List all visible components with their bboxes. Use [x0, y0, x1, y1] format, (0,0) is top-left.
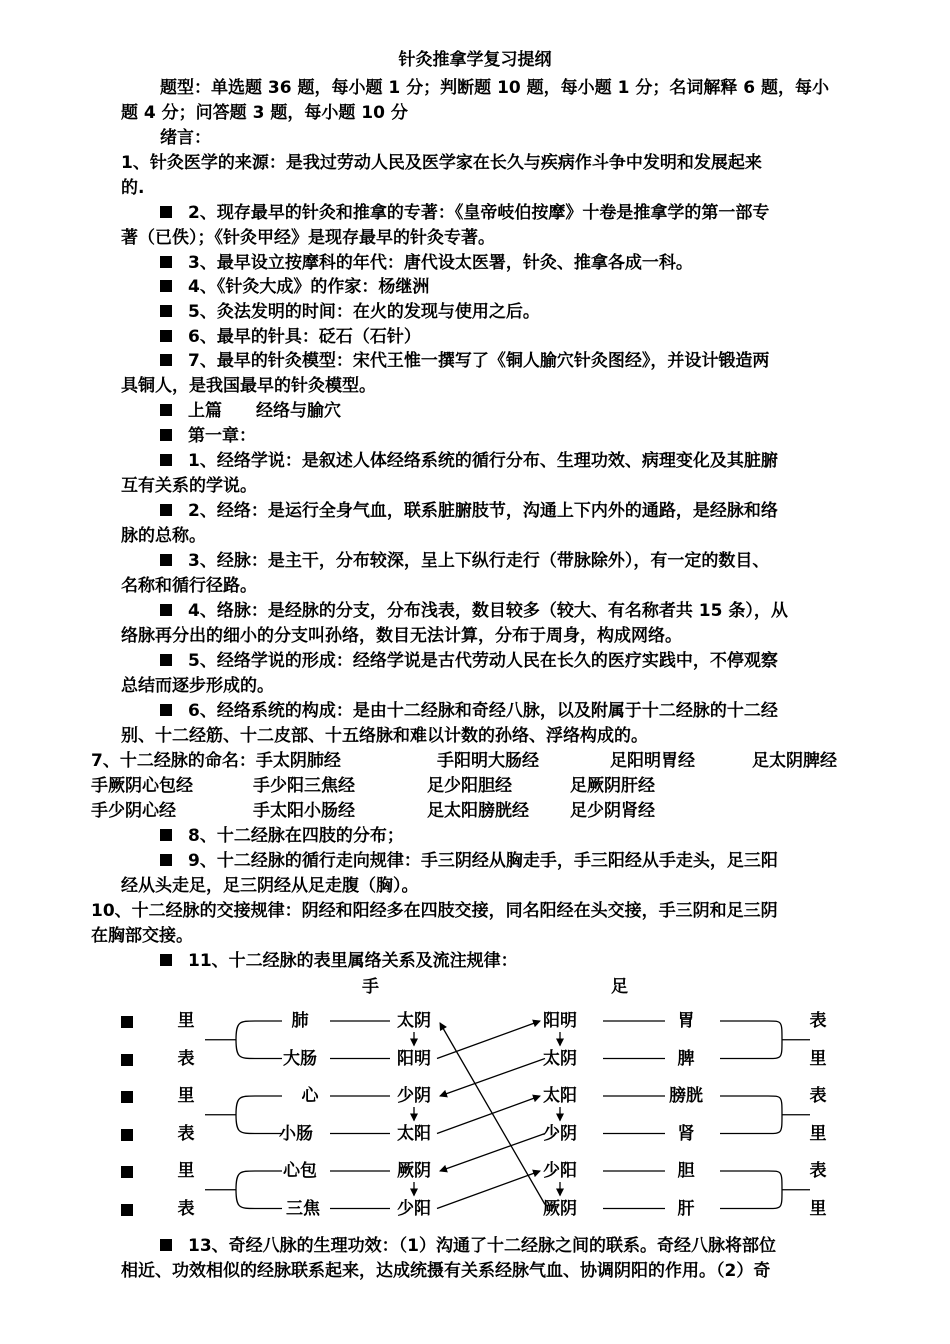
- foot-organ: 胃: [677, 1011, 695, 1031]
- left-bracket: [205, 1096, 282, 1134]
- left-side-label: 表: [177, 1198, 195, 1219]
- ch1-item-6: 6、经络系统的构成：是由十二经脉和奇经八脉，以及附属于十二经脉的十二经: [160, 699, 778, 723]
- right-bracket: [720, 1021, 810, 1059]
- foot-meridian: 少阳: [543, 1161, 577, 1181]
- hand-meridian: 厥阴: [397, 1161, 431, 1181]
- hand-organ: 小肠: [279, 1123, 313, 1144]
- meridian-name: 手厥阴心包经: [91, 776, 193, 796]
- hand-header: 手: [362, 977, 379, 997]
- meridian-name: 足少阴肾经: [570, 801, 655, 821]
- hand-organ: 大肠: [283, 1048, 317, 1069]
- ch1-item-2: 2、经络：是运行全身气血，联系脏腑肢节，沟通上下内外的通路，是经脉和络: [160, 499, 778, 523]
- foot-meridian: 太阴: [543, 1048, 577, 1069]
- meridian-name: 手少阴心经: [91, 801, 176, 821]
- cross-arrow: [437, 1171, 540, 1209]
- foot-organ: 膀胱: [669, 1086, 703, 1106]
- meridian-name: 足厥阴肝经: [570, 776, 655, 796]
- left-side-label: 里: [177, 1161, 195, 1181]
- ch1-item-2-cont: 脉的总称。: [121, 526, 206, 546]
- hand-organ: 肺: [291, 1011, 309, 1031]
- cross-arrow: [440, 1059, 545, 1097]
- meridian-name: 手少阳三焦经: [253, 776, 355, 796]
- item-4: 4、《针灸大成》的作家：杨继洲: [160, 275, 429, 299]
- hand-organ: 心: [301, 1086, 319, 1106]
- hand-meridian: 太阳: [397, 1123, 431, 1144]
- hand-meridian: 阳明: [397, 1048, 431, 1069]
- foot-organ: 胆: [677, 1161, 695, 1181]
- item-7: 7、最早的针灸模型：宋代王惟一撰写了《铜人腧穴针灸图经》，并设计锻造两: [160, 349, 769, 373]
- right-side-label: 表: [809, 1161, 827, 1181]
- bullet-icon: [121, 1129, 133, 1141]
- right-side-label: 里: [809, 1123, 827, 1144]
- item-1-cont: 的.: [121, 178, 145, 198]
- document-title: 针灸推拿学复习提纲: [398, 50, 552, 70]
- item-7-cont: 具铜人，是我国最早的针灸模型。: [121, 376, 376, 396]
- ch1-item-1-cont: 互有关系的学说。: [121, 476, 257, 496]
- right-bracket: [720, 1096, 810, 1134]
- ch1-item-9: 9、十二经脉的循行走向规律：手三阴经从胸走手，手三阳经从手走头，足三阳: [160, 849, 778, 873]
- meridian-name: 足太阳膀胱经: [427, 801, 529, 821]
- right-side-label: 里: [809, 1198, 827, 1219]
- ch1-item-5-cont: 总结而逐步形成的。: [121, 676, 274, 696]
- ch1-item-5: 5、经络学说的形成：经络学说是古代劳动人民在长久的医疗实践中，不停观察: [160, 649, 778, 673]
- part-heading: 上篇 经络与腧穴: [160, 399, 341, 423]
- bullet-icon: [121, 1054, 133, 1066]
- question-types: 题型：单选题 36 题，每小题 1 分；判断题 10 题，每小题 1 分；名词解释 6 题，每小: [160, 78, 829, 98]
- item-2-cont: 著（已佚）；《针灸甲经》是现存最早的针灸专著。: [121, 228, 495, 248]
- meridian-name: 足阳明胃经: [610, 751, 695, 771]
- ch1-item-10-cont: 在胸部交接。: [91, 926, 193, 946]
- meridian-name: 足少阳胆经: [427, 776, 512, 796]
- right-side-label: 里: [809, 1048, 827, 1069]
- ch1-item-3: 3、经脉：是主干，分布较深，呈上下纵行走行（带脉除外），有一定的数目、: [160, 549, 769, 573]
- left-side-label: 里: [177, 1086, 195, 1106]
- foot-organ: 肾: [677, 1123, 695, 1144]
- cross-arrow: [440, 1134, 545, 1172]
- intro-heading: 绪言：: [160, 128, 211, 148]
- ch1-item-1: 1、经络学说：是叙述人体经络系统的循行分布、生理功效、病理变化及其脏腑: [160, 449, 778, 473]
- question-types-cont: 题 4 分；问答题 3 题，每小题 10 分: [121, 103, 408, 123]
- foot-meridian: 少阴: [543, 1123, 577, 1144]
- hand-meridian: 太阴: [397, 1011, 431, 1031]
- meridian-name: 手阳明大肠经: [437, 751, 539, 771]
- ch1-item-10: 10、十二经脉的交接规律：阴经和阳经多在四肢交接，同名阳经在头交接，手三阴和足三阴: [91, 901, 778, 921]
- item-1: 1、针灸医学的来源：是我过劳动人民及医学家在长久与疾病作斗争中发明和发展起来: [121, 153, 762, 173]
- left-side-label: 表: [177, 1048, 195, 1069]
- left-side-label: 里: [177, 1011, 195, 1031]
- foot-organ: 脾: [677, 1048, 695, 1069]
- hand-organ: 三焦: [286, 1198, 320, 1219]
- bullet-icon: [121, 1091, 133, 1103]
- bullet-icon: [121, 1166, 133, 1178]
- bullet-icon: [121, 1016, 133, 1028]
- foot-meridian: 阳明: [543, 1011, 577, 1031]
- bullet-icon: [160, 1239, 172, 1251]
- ch1-item-11: 11、十二经脉的表里属络关系及流注规律：: [160, 949, 518, 973]
- left-bracket: [205, 1021, 282, 1059]
- ch1-item-4-cont: 络脉再分出的细小的分支叫孙络，数目无法计算，分布于周身，构成网络。: [121, 626, 682, 646]
- ch1-item-13: 13、奇经八脉的生理功效：（1）沟通了十二经脉之间的联系。奇经八脉将部位: [160, 1234, 776, 1258]
- item-2: 2、现存最早的针灸和推拿的专著：《皇帝岐伯按摩》十卷是推拿学的第一部专: [160, 201, 769, 225]
- ch1-item-9-cont: 经从头走足，足三阴经从足走腹（胸）。: [121, 876, 419, 896]
- foot-header: 足: [611, 977, 628, 997]
- ch1-item-6-cont: 别、十二经筋、十二皮部、十五络脉和难以计数的孙络、浮络构成的。: [121, 726, 648, 746]
- meridian-name: 足太阴脾经: [752, 751, 837, 771]
- cross-arrow: [440, 1023, 545, 1205]
- bullet-icon: [121, 1204, 133, 1216]
- item-5: 5、灸法发明的时间：在火的发现与使用之后。: [160, 300, 540, 324]
- hand-meridian: 少阳: [397, 1198, 431, 1219]
- right-side-label: 表: [809, 1011, 827, 1031]
- foot-organ: 肝: [677, 1198, 695, 1219]
- left-side-label: 表: [177, 1123, 195, 1144]
- hand-organ: 心包: [283, 1161, 317, 1181]
- ch1-item-3-cont: 名称和循行径路。: [121, 576, 257, 596]
- hand-meridian: 少阴: [397, 1086, 431, 1106]
- right-side-label: 表: [809, 1086, 827, 1106]
- cross-arrow: [437, 1096, 540, 1134]
- right-bracket: [720, 1171, 810, 1209]
- item-3: 3、最早设立按摩科的年代：唐代设太医署，针灸、推拿各成一科。: [160, 251, 693, 275]
- foot-meridian: 太阳: [543, 1086, 577, 1106]
- foot-meridian: 厥阴: [543, 1198, 577, 1219]
- ch1-item-8: 8、十二经脉在四肢的分布；: [160, 824, 404, 848]
- item-6: 6、最早的针具：砭石（石针）: [160, 325, 421, 349]
- meridian-naming: 7、十二经脉的命名：手太阴肺经: [91, 751, 341, 771]
- left-bracket: [205, 1171, 282, 1209]
- meridian-name: 手太阳小肠经: [253, 801, 355, 821]
- cross-arrow: [437, 1021, 540, 1059]
- chapter-heading: 第一章：: [160, 424, 256, 448]
- ch1-item-4: 4、络脉：是经脉的分支，分布浅表，数目较多（较大、有名称者共 15 条），从: [160, 599, 788, 623]
- ch1-item-13-cont: 相近、功效相似的经脉联系起来，达成统摄有关系经脉气血、协调阴阳的作用。（2）奇: [121, 1261, 771, 1281]
